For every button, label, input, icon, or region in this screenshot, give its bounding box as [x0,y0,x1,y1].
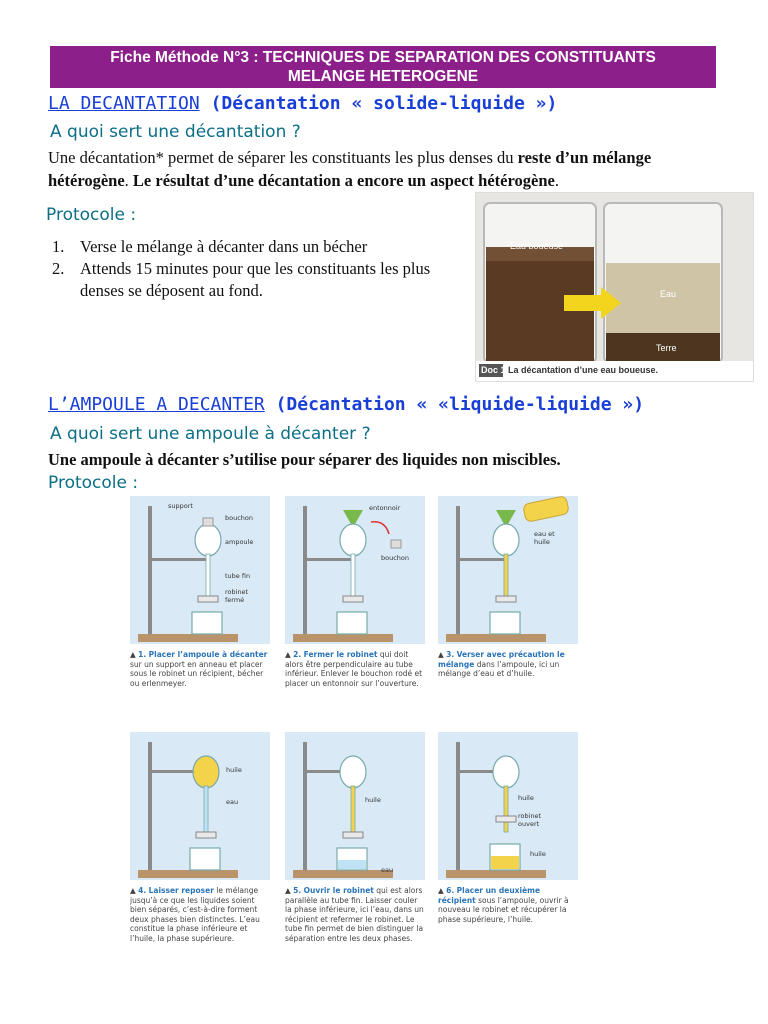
svg-text:bouchon: bouchon [225,514,254,522]
photo-doc-label: Doc 1 [481,365,506,375]
panel-caption: ▲ 2. Fermer le robinet qui doit alors être perpendiculaire au tube inférieur. Enlever le bouchon rodé et placer un entonnoir sur l’ouverture. [285,650,423,688]
svg-text:huile: huile [226,766,242,774]
panel-caption: ▲ 4. Laisser reposer le mélange jusqu’à ce que les liquides soient bien séparés, c’est-à-dire forment deux phases bien distinctes. L’eau constitue la phase inférieure et l’huile, la phase supérieure. [130,886,260,943]
svg-text:ouvert: ouvert [518,820,540,828]
panel-step-5 [285,732,425,944]
panel-caption: ▲ 6. Placer un deuxième récipient sous l’ampoule, ouvrir à nouveau le robinet et récupérer la phase supérieure, l’huile. [438,886,569,924]
svg-text:support: support [168,502,193,510]
title-banner [50,46,716,88]
decantation-heading [48,93,557,114]
svg-text:huile: huile [530,850,546,858]
decantation-title: LA DECANTATION [48,93,200,114]
ampoule-subtitle: (Décantation « «liquide-liquide ») [275,394,645,415]
svg-text:tube fin: tube fin [225,572,251,580]
svg-text:robinet: robinet [225,588,249,596]
banner-line-1: Fiche Méthode N°3 : TECHNIQUES DE SEPARATION DES CONSTITUANTS [110,49,656,66]
svg-text:huile: huile [365,796,381,804]
step-item: 2. Attends 15 minutes pour que les constituants les plus denses se déposent au fond. [52,259,431,300]
decantation-subtitle: (Décantation « solide-liquide ») [210,93,558,114]
ampoule-steps-grid [130,496,580,996]
svg-text:eau: eau [226,798,239,806]
ampoule-question: A quoi sert une ampoule à décanter ? [50,424,371,444]
panel-step-2 [285,496,425,688]
step-item: 1. Verse le mélange à décanter dans un bécher [52,237,368,256]
svg-text:bouchon: bouchon [381,554,410,562]
banner-line-2: MELANGE HETEROGENE [287,68,479,85]
panel-step-3 [438,496,578,679]
panel-caption: ▲ 5. Ouvrir le robinet qui est alors parallèle au tube fin. Laisser couler la phase inférieure, ici l’eau, dans un récipient et refermer le robinet. Le tube fin permet de bien distinguer la séparation entre les deux phases. [285,886,424,943]
panel-illustration [438,496,578,644]
panel-illustration [285,732,425,880]
svg-text:robinet: robinet [518,812,542,820]
svg-text:eau et: eau et [534,530,555,538]
photo-caption: La décantation d’une eau boueuse. [508,365,659,375]
decantation-protocole: Protocole : [46,205,137,225]
decantation-text: Une décantation* permet de séparer les constituants les plus denses du reste d’un mélange hétérogène. Le résultat d’une décantation a encore un aspect hétérogène. [48,148,652,190]
panel-step-1 [130,496,270,688]
decantation-photo [475,192,754,382]
photo-label-eau: Eau [660,289,677,299]
photo-label-terre: Terre [656,343,677,353]
svg-text:entonnoir: entonnoir [369,504,401,512]
panel-step-6 [438,732,578,924]
ampoule-title: L’AMPOULE A DECANTER [48,394,265,415]
panel-caption: ▲ 1. Placer l’ampoule à décanter sur un support en anneau et placer sous le robinet un récipient, bécher ou erlenmeyer. [130,650,268,688]
panel-caption: ▲ 3. Verser avec précaution le mélange dans l’ampoule, ici un mélange d’eau et d’huile. [438,650,565,679]
decantation-steps [48,236,458,302]
svg-text:eau: eau [381,866,394,874]
panel-illustration [130,496,270,644]
ampoule-text: Une ampoule à décanter s’utilise pour séparer des liquides non miscibles. [48,450,561,469]
ampoule-protocole: Protocole : [48,473,139,493]
svg-text:fermé: fermé [225,596,245,604]
photo-label-eau-boueuse: Eau boueuse [510,241,564,251]
panel-step-4 [130,732,270,944]
panel-illustration [438,732,578,880]
svg-text:huile: huile [518,794,534,802]
panel-illustration [130,732,270,880]
ampoule-heading [48,394,644,415]
decantation-question: A quoi sert une décantation ? [50,122,301,142]
svg-text:huile: huile [534,538,550,546]
svg-text:ampoule: ampoule [225,538,254,546]
panel-illustration [285,496,425,644]
